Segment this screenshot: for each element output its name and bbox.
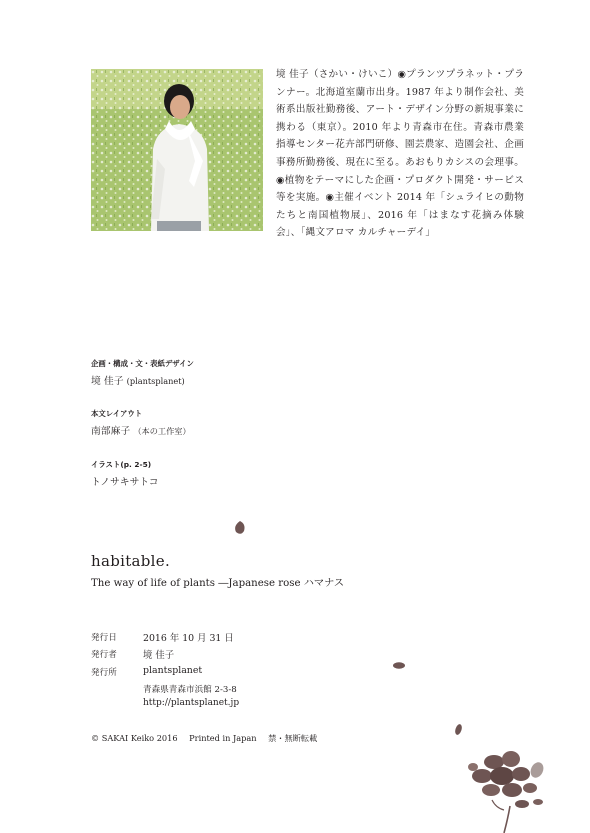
author-photo-illustration bbox=[91, 69, 263, 231]
rose-flower-illustration bbox=[464, 748, 560, 833]
credit-note-design: (plantsplanet) bbox=[126, 376, 185, 386]
credit-role-illustration: イラスト(p. 2-5) bbox=[91, 460, 152, 469]
publisher-value: 境 佳子 bbox=[143, 650, 175, 661]
copyright-line bbox=[91, 733, 326, 744]
publisher-address: 青森県青森市浜館 2-3-8 bbox=[143, 685, 237, 695]
author-biography: 境 佳子（さかい・けいこ）◉プランツプラネット・プランナー。北海道室蘭市出身。1987 年より制作会社、美術系出版社勤務後、アート・デザイン分野の新規事業に携わる（東京）。2010 年より青森市在住。青森市農業指導センター花卉部門研修、園芸農家、造園会社、企画事務所勤務後、現在に至る。あおもりカシスの会理事。◉植物をテーマにした企画・プロダクト開発・サービス等を実施。◉主催イベント 2014 年「シュライヒの動物たちと南国植物展」、2016 年「はまなす花摘み体験会」、「縄文アロマ カルチャーデイ」 bbox=[276, 69, 524, 239]
book-title: habitable. bbox=[91, 552, 171, 570]
book-subtitle: The way of life of plants ―Japanese rose ハマナス bbox=[91, 578, 345, 589]
credit-role-design: 企画・構成・文・表紙デザイン bbox=[91, 359, 194, 368]
copyright-owner: © SAKAI Keiko 2016 bbox=[91, 733, 178, 743]
seed-mark-small-icon bbox=[454, 723, 463, 736]
pub-date-value: 2016 年 10 月 31 日 bbox=[143, 633, 234, 644]
publisher-label: 発行者 bbox=[91, 650, 117, 660]
author-photo bbox=[91, 69, 263, 231]
printed-in: Printed in Japan bbox=[189, 733, 257, 743]
credit-name-design bbox=[91, 373, 185, 387]
petal-mark-icon bbox=[233, 520, 247, 536]
credit-name-design-text: 境 佳子 bbox=[91, 376, 124, 387]
credit-note-layout: （本の工作室） bbox=[133, 426, 191, 436]
credit-name-layout bbox=[91, 423, 191, 437]
credit-role-layout: 本文レイアウト bbox=[91, 409, 143, 418]
publisher-url: http://plantsplanet.jp bbox=[143, 698, 240, 708]
rights-notice: 禁・無断転載 bbox=[268, 733, 318, 743]
seed-mark-icon bbox=[392, 661, 406, 670]
pub-date-label: 発行日 bbox=[91, 633, 117, 643]
credit-name-illustration-text: トノサキサトコ bbox=[91, 477, 159, 488]
publishing-house-label: 発行所 bbox=[91, 668, 117, 678]
credit-name-illustration bbox=[91, 474, 159, 488]
publishing-house-value: plantsplanet bbox=[143, 665, 203, 676]
credit-name-layout-text: 南部麻子 bbox=[91, 426, 131, 437]
